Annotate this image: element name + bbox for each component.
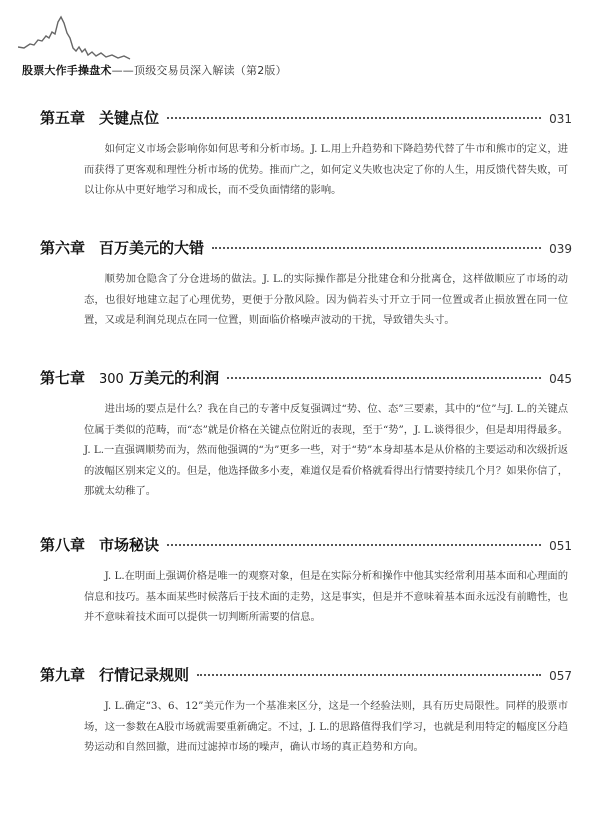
running-header <box>22 62 287 78</box>
toc-entry-chapter-8 <box>40 534 572 628</box>
chapter-page-number: 031 <box>549 112 572 126</box>
toc-entry-heading[interactable] <box>40 664 572 686</box>
book-subtitle: ——顶级交易员深入解读（第2版） <box>111 64 287 77</box>
chapter-number: 第五章 <box>40 109 86 127</box>
dot-leader <box>212 247 541 249</box>
chapter-summary: J. L.在明面上强调价格是唯一的观察对象，但是在实际分析和操作中他其实经常利用基本面和心理面的信息和技巧。基本面某些时候落后于技术面的走势，这是事实，但是并不意味着基本面永远没有前瞻性，也并不意味着技术面可以提供一切判断所需要的信息。 <box>84 570 568 623</box>
chapter-summary: 进出场的要点是什么？我在自己的专著中反复强调过“势、位、态”三要素，其中的“位”与J. L.的关键点位属于类似的范畴，而“态”就是价格在关键点位附近的表现，至于“势”，J. L.谈得很少，但是却用得最多。J. L.一直强调顺势而为，然而他强调的“为”更多一些，对于“势”本身却基本是从价格的主要运动和次级折返的波幅区别来定义的。但是，他选择做多小麦，难道仅是看价格就看得出行情要持续几个月？如果你信了，那就太幼稚了。 <box>84 403 568 497</box>
toc-entry-chapter-7 <box>40 367 572 502</box>
chapter-page-number: 039 <box>549 242 572 256</box>
book-title: 股票大作手操盘术 <box>22 64 112 77</box>
chapter-title-text: 万美元的利润 <box>129 369 220 387</box>
mountain-line-logo <box>18 14 168 62</box>
chapter-title <box>99 367 219 388</box>
toc-entry-heading[interactable] <box>40 107 572 129</box>
toc-entry-heading[interactable] <box>40 367 572 389</box>
toc-entry-heading[interactable] <box>40 534 572 556</box>
chapter-title-number: 300 <box>99 372 124 387</box>
chapter-number: 第八章 <box>40 536 86 554</box>
dot-leader <box>227 377 541 379</box>
chapter-page-number: 051 <box>549 539 572 553</box>
toc-entry-chapter-9 <box>40 664 572 758</box>
chapter-number: 第九章 <box>40 666 86 684</box>
chapter-number: 第七章 <box>40 369 86 387</box>
dot-leader <box>167 117 541 119</box>
toc-entry-chapter-6 <box>40 237 572 331</box>
chapter-page-number: 057 <box>549 669 572 683</box>
chapter-title: 行情记录规则 <box>99 666 190 684</box>
toc-entry-heading[interactable] <box>40 237 572 259</box>
chapter-summary: J. L.确定“3、6、12”美元作为一个基准来区分，这是一个经验法则，具有历史局限性。同样的股票市场，这一参数在A股市场就需要重新确定。不过，J. L.的思路值得我们学习，也就是利用特定的幅度区分趋势运动和自然回撤，进而过滤掉市场的噪声，确认市场的真正趋势和方向。 <box>84 700 568 753</box>
chapter-title: 百万美元的大错 <box>99 239 205 257</box>
chapter-page-number: 045 <box>549 372 572 386</box>
chapter-summary: 如何定义市场会影响你如何思考和分析市场。J. L.用上升趋势和下降趋势代替了牛市和熊市的定义，进而获得了更客观和理性分析市场的优势。推而广之，如何定义失败也决定了你的人生，用反馈代替失败，可以让你从中更好地学习和成长，而不受负面情绪的影响。 <box>84 143 568 196</box>
chapter-summary: 顺势加仓隐含了分仓进场的做法。J. L.的实际操作都是分批建仓和分批离仓，这样做顺应了市场的动态，也很好地建立起了心理优势，更便于分散风险。因为倘若头寸开立于同一位置或者止损放置在同一位置，又或是利润兑现点在同一位置，则面临价格噪声波动的干扰，导致错失头寸。 <box>84 273 568 326</box>
dot-leader <box>197 674 541 676</box>
toc-entry-chapter-5 <box>40 107 572 201</box>
chapter-title: 关键点位 <box>99 109 160 127</box>
chapter-number: 第六章 <box>40 239 86 257</box>
dot-leader <box>167 544 541 546</box>
chapter-title: 市场秘诀 <box>99 536 160 554</box>
